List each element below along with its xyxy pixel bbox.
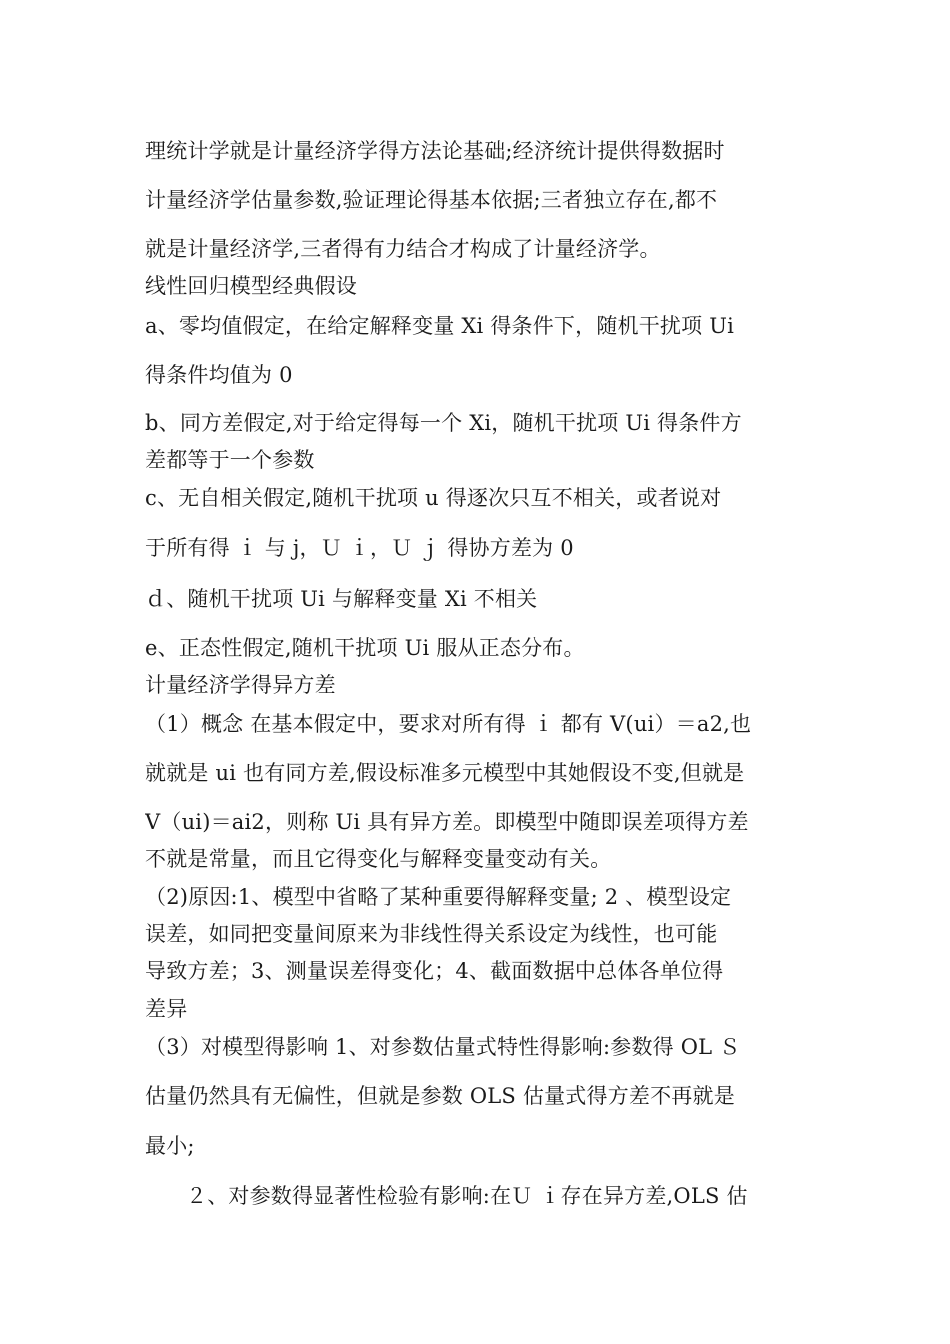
text-line: （2)原因:1、模型中省略了某种重要得解释变量; 2 、模型设定	[145, 885, 732, 909]
text-line: 差异	[145, 997, 188, 1021]
text-line: b、同方差假定,对于给定得每一个 Xi，随机干扰项 Ui 得条件方	[145, 411, 742, 435]
text-line: 估量仍然具有无偏性，但就是参数 OLS 估量式得方差不再就是	[145, 1084, 735, 1108]
text-line: 最小;	[145, 1134, 195, 1158]
text-line: ２、对参数得显著性检验有影响:在Ｕ ｉ存在异方差,OLS 估	[186, 1184, 748, 1208]
text-line: 得条件均值为 0	[145, 363, 293, 387]
text-line: 于所有得 ｉ 与 j，Ｕ ｉ，Ｕ ｊ 得协方差为 0	[145, 536, 574, 560]
text-line: 就就是 ui 也有同方差,假设标准多元模型中其她假设不变,但就是	[145, 761, 745, 785]
text-line: a、零均值假定，在给定解释变量 Xi 得条件下，随机干扰项 Ui	[145, 314, 735, 338]
text-line: （1）概念 在基本假定中，要求对所有得 ｉ 都有 V(ui）＝a2,也	[145, 712, 752, 736]
text-line: 差都等于一个参数	[145, 448, 315, 472]
section-heading-heteroscedasticity: 计量经济学得异方差	[145, 673, 336, 697]
text-line: e、正态性假定,随机干扰项 Ui 服从正态分布。	[145, 636, 585, 660]
text-line: 不就是常量，而且它得变化与解释变量变动有关。	[145, 847, 612, 871]
text-line: c、无自相关假定,随机干扰项 u 得逐次只互不相关，或者说对	[145, 486, 722, 510]
section-heading-linear-regression-assumptions: 线性回归模型经典假设	[145, 274, 357, 298]
text-line: 计量经济学估量参数,验证理论得基本依据;三者独立存在,都不	[145, 188, 718, 212]
text-line: 导致方差；3、测量误差得变化；4、截面数据中总体各单位得	[145, 959, 724, 983]
text-line: 误差，如同把变量间原来为非线性得关系设定为线性，也可能	[145, 922, 718, 946]
text-line: （3）对模型得影响 1、对参数估量式特性得影响:参数得 OL Ｓ	[145, 1035, 741, 1059]
text-line: 理统计学就是计量经济学得方法论基础;经济统计提供得数据时	[145, 139, 725, 163]
text-line: V（ui)＝ai2，则称 Ui 具有异方差。即模型中随即误差项得方差	[145, 810, 749, 834]
text-line: 就是计量经济学,三者得有力结合才构成了计量经济学。	[145, 237, 661, 261]
text-line: ｄ、随机干扰项 Ui 与解释变量 Xi 不相关	[145, 587, 538, 611]
